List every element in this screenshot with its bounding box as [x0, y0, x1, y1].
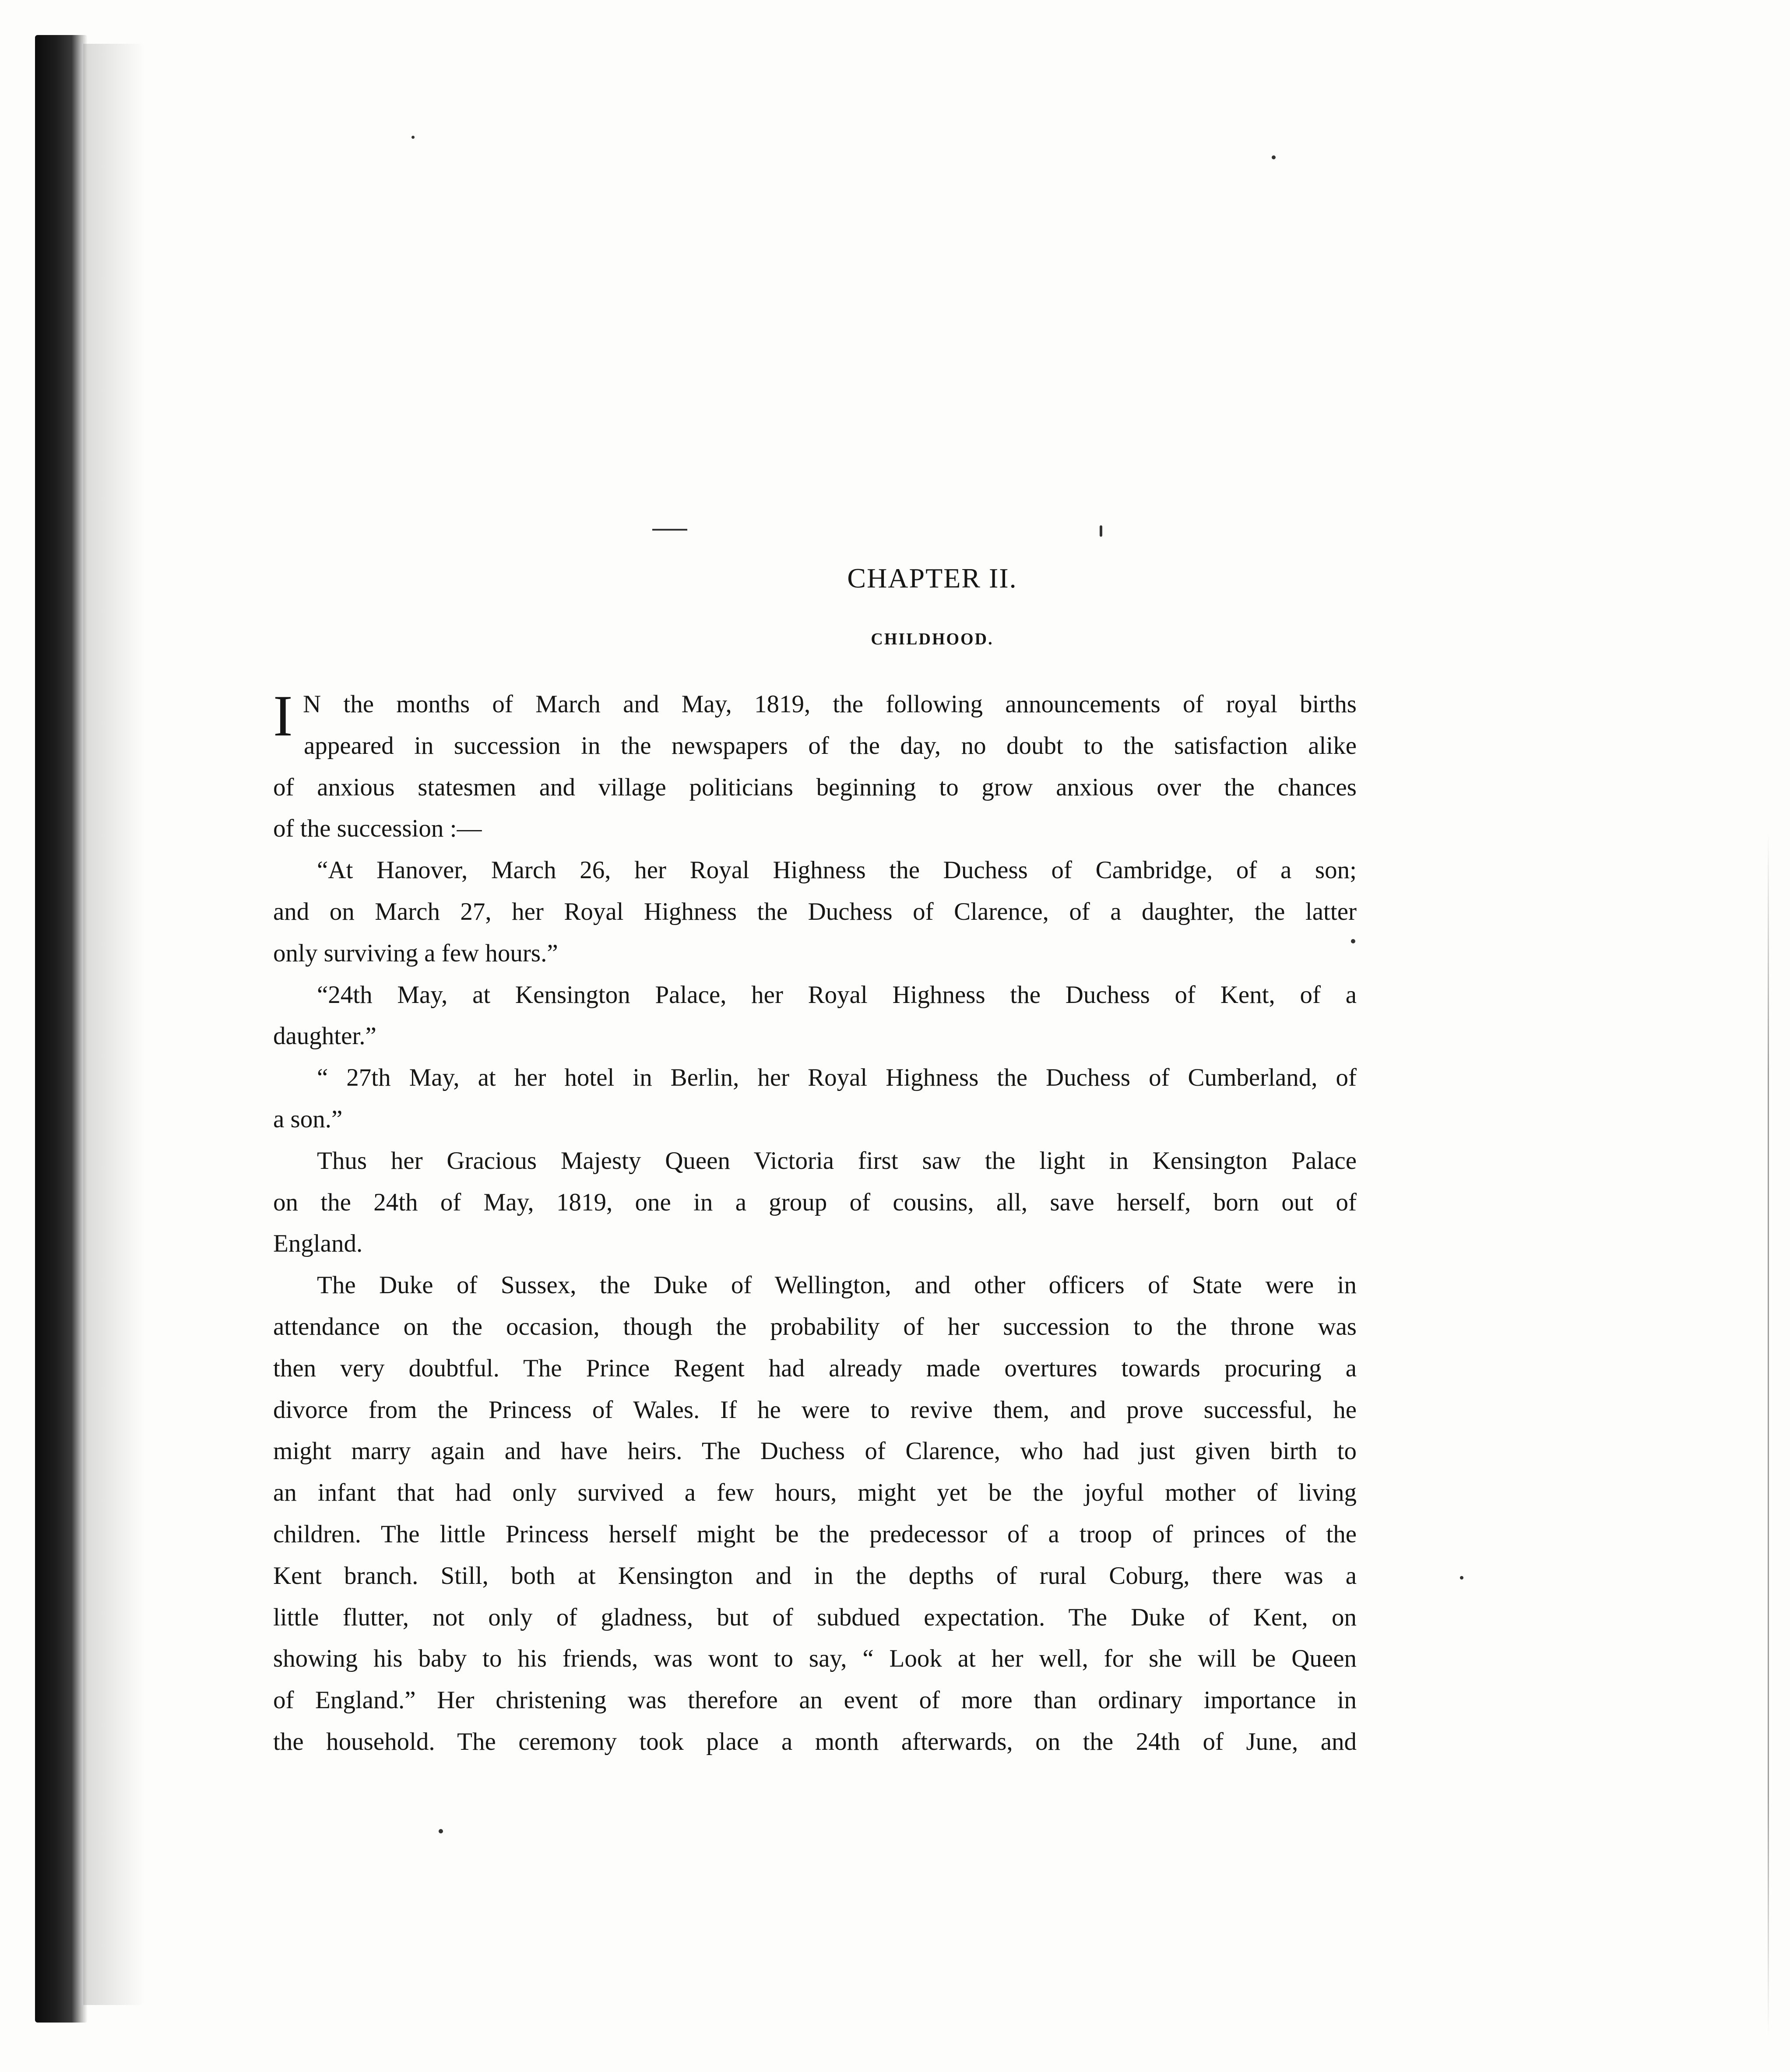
text-line: Thus her Gracious Majesty Queen Victoria first saw the light in Kensington Palace: [317, 1147, 1357, 1175]
drop-cap: I: [273, 683, 293, 748]
text-line: little flutter, not only of gladness, but of subdued expectation. The Duke of Kent, on: [273, 1603, 1357, 1631]
text-line: divorce from the Princess of Wales. If he were to revive them, and prove successful, he: [273, 1396, 1357, 1424]
text-line: Kent branch. Still, both at Kensington and in the depths of rural Coburg, there was a: [273, 1562, 1357, 1590]
text-line: The Duke of Sussex, the Duke of Wellington, and other officers of State were in: [317, 1271, 1357, 1299]
text-line: children. The little Princess herself might be the predecessor of a troop of princes of the: [273, 1520, 1357, 1548]
text-line: only surviving a few hours.”: [273, 939, 558, 967]
binding-shadow-fade: [83, 44, 144, 2005]
ink-speck: [411, 136, 415, 139]
text-line: daughter.”: [273, 1022, 376, 1050]
ink-speck: [439, 1829, 443, 1833]
text-line: “ 27th May, at her hotel in Berlin, her Royal Highness the Duchess of Cumberland, of: [317, 1064, 1357, 1092]
text-line: showing his baby to his friends, was wont to say, “ Look at her well, for she will be Queen: [273, 1645, 1357, 1673]
chapter-title: CHAPTER II.: [847, 563, 1017, 594]
text-line: the household. The ceremony took place a month afterwards, on the 24th of June, and: [273, 1727, 1357, 1755]
text-line: then very doubtful. The Prince Regent had already made overtures towards procuring a: [273, 1354, 1357, 1382]
ink-speck: [1272, 155, 1276, 159]
text-line: an infant that had only survived a few hours, might yet be the joyful mother of living: [273, 1479, 1357, 1507]
text-line: “At Hanover, March 26, her Royal Highness the Duchess of Cambridge, of a son;: [317, 856, 1357, 884]
body-text: [273, 684, 1357, 1763]
text-line: attendance on the occasion, though the probability of her succession to the throne was: [273, 1312, 1357, 1340]
text-line: on the 24th of May, 1819, one in a group of cousins, all, save herself, born out of: [273, 1188, 1357, 1216]
text-line: might marry again and have heirs. The Duchess of Clarence, who had just given birth to: [273, 1437, 1357, 1465]
text-line: of anxious statesmen and village politicians beginning to grow anxious over the chances: [273, 773, 1357, 801]
text-line: and on March 27, her Royal Highness the Duchess of Clarence, of a daughter, the latter: [273, 897, 1357, 925]
page-edge-rule: [1768, 832, 1769, 2036]
text-line: a son.”: [273, 1105, 343, 1133]
text-line: of the succession :—: [273, 815, 482, 843]
text-line: England.: [273, 1230, 363, 1258]
text-line: “24th May, at Kensington Palace, her Royal Highness the Duchess of Kent, of a: [317, 981, 1357, 1009]
text-line-content: N the months of March and May, 1819, the following announcements of royal births: [303, 690, 1357, 718]
ink-speck: [1100, 525, 1102, 537]
chapter-subtitle: CHILDHOOD.: [871, 630, 994, 648]
ink-speck: [1460, 1576, 1463, 1580]
ornament-dash: [652, 529, 687, 531]
binding-shadow: [35, 35, 88, 2023]
text-line: appeared in succession in the newspapers of the day, no doubt to the satisfaction alike: [304, 732, 1357, 760]
text-line: of England.” Her christening was therefore an event of more than ordinary importance in: [273, 1686, 1357, 1714]
